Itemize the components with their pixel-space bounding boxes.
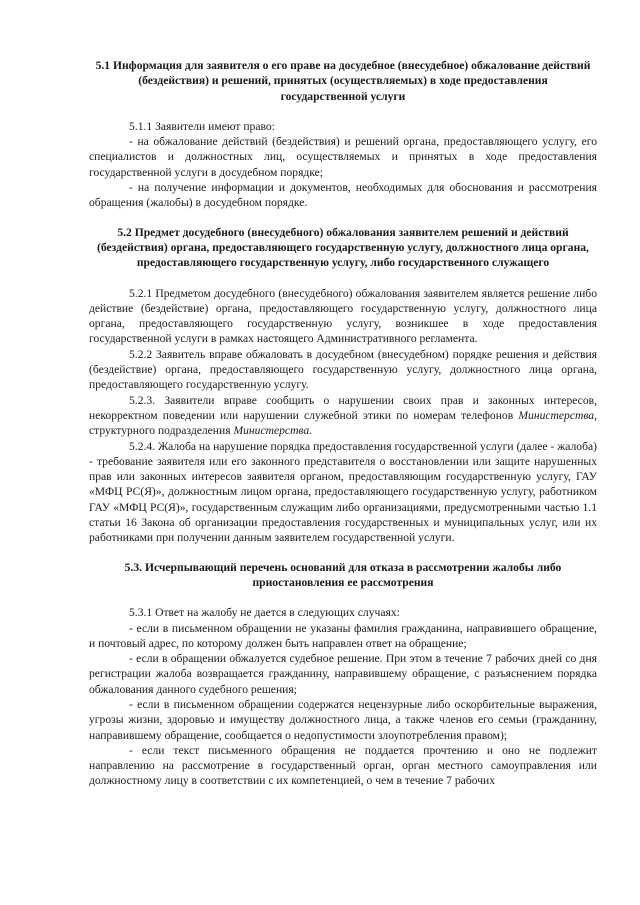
list-item: - если в письменном обращении не указаны фамилия гражданина, направившего обращение, и почтовый адрес, по которому должен быть направлен ответ на обращение; — [89, 621, 597, 650]
paragraph-text: 5.2.3. Заявители вправе сообщить о нарушении своих прав и законных интересов, некорректном поведении или нарушении служебной этики по номерам телефонов — [89, 393, 597, 422]
section-heading-5-1: 5.1 Информация для заявителя о его праве на досудебное (внесудебное) обжалование действий (бездействия) и решений, принятых (осуществляемых) в ходе предоставления государственной услуги — [95, 59, 591, 103]
paragraph-text: , структурного подразделения — [89, 408, 597, 438]
paragraph: 5.2.2 Заявитель вправе обжаловать в досудебном (внесудебном) порядке решения и действия (бездействие) органа, предоставляющего государственную услугу, должностного лица органа, предоставляющего государственную услугу. — [89, 347, 597, 392]
list-item: - на получение информации и документов, необходимых для обоснования и рассмотрения обращения (жалобы) в досудебном порядке. — [89, 181, 597, 210]
list-item: - если в обращении обжалуется судебное решение. При этом в течение 7 рабочих дней со дня регистрации жалоба возвращается гражданину, направившему обращение, с разъяснением порядка обжалования данного судебного решения; — [89, 652, 597, 696]
list-item: - на обжалование действий (бездействия) и решений органа, предоставляющего услугу, его специалистов и должностных лиц, осуществляемых и принятых в ходе предоставления государственной услуги в досудебном порядке; — [89, 135, 597, 179]
ministry-italic: Министерства — [518, 408, 595, 422]
document-page — [89, 58, 597, 789]
list-item: - если в письменном обращении содержатся нецензурные либо оскорбительные выражения, угрозы жизни, здоровью и имуществу должностного лица, а также членов его семьи (гражданину, направившему обращение, сообщается о недопустимости злоупотребления правом); — [89, 697, 597, 742]
paragraph-text: . — [309, 424, 313, 438]
section-heading-5-3: 5.3. Исчерпывающий перечень оснований для отказа в рассмотрении жалобы либо приостановления ее рассмотрения — [124, 560, 562, 589]
paragraph: 5.2.1 Предметом досудебного (внесудебного) обжалования заявителем является решение либо действие (бездействие) органа, предоставляющего государственную услугу, должностного лица органа, предоставляющего государственную услугу, возникшее в ходе предоставления государственной услуги в рамках настоящего Административного регламента. — [89, 286, 597, 346]
list-item: - если текст письменного обращения не поддается прочтению и оно не подлежит направлению на рассмотрение в государственный орган, орган местного самоуправления или должностному лицу в соответствии с их компетенцией, о чем в течение 7 рабочих — [89, 743, 597, 788]
paragraph: 5.2.4. Жалоба на нарушение порядка предоставления государственной услуги (далее - жалоба) - требование заявителя или его законного представителя о восстановлении или защите нарушенных прав или законных интересов заявителя органом, предоставляющим государственную услугу, ГАУ «МФЦ РС(Я)», должностным лицом органа, предоставляющего государственную услугу, работником ГАУ «МФЦ РС(Я)», государственным служащим либо организациями, предусмотренными частью 1.1 статьи 16 Закона об организации предоставления государственных и муниципальных услуг, или их работниками при получении данным заявителем государственной услуги. — [89, 439, 597, 545]
paragraph: 5.1.1 Заявители имеют право: — [129, 119, 275, 133]
ministry-italic: Министерства — [233, 424, 310, 438]
paragraph: 5.3.1 Ответ на жалобу не дается в следующих случаях: — [129, 606, 400, 620]
section-heading-5-2: 5.2 Предмет досудебного (внесудебного) обжалования заявителем решений и действий (бездействия) органа, предоставляющего государственную услугу, должностного лица органа, предоставляющего государственную услугу, либо государственного служащего — [97, 225, 589, 270]
paragraph-5-2-3 — [89, 393, 597, 439]
